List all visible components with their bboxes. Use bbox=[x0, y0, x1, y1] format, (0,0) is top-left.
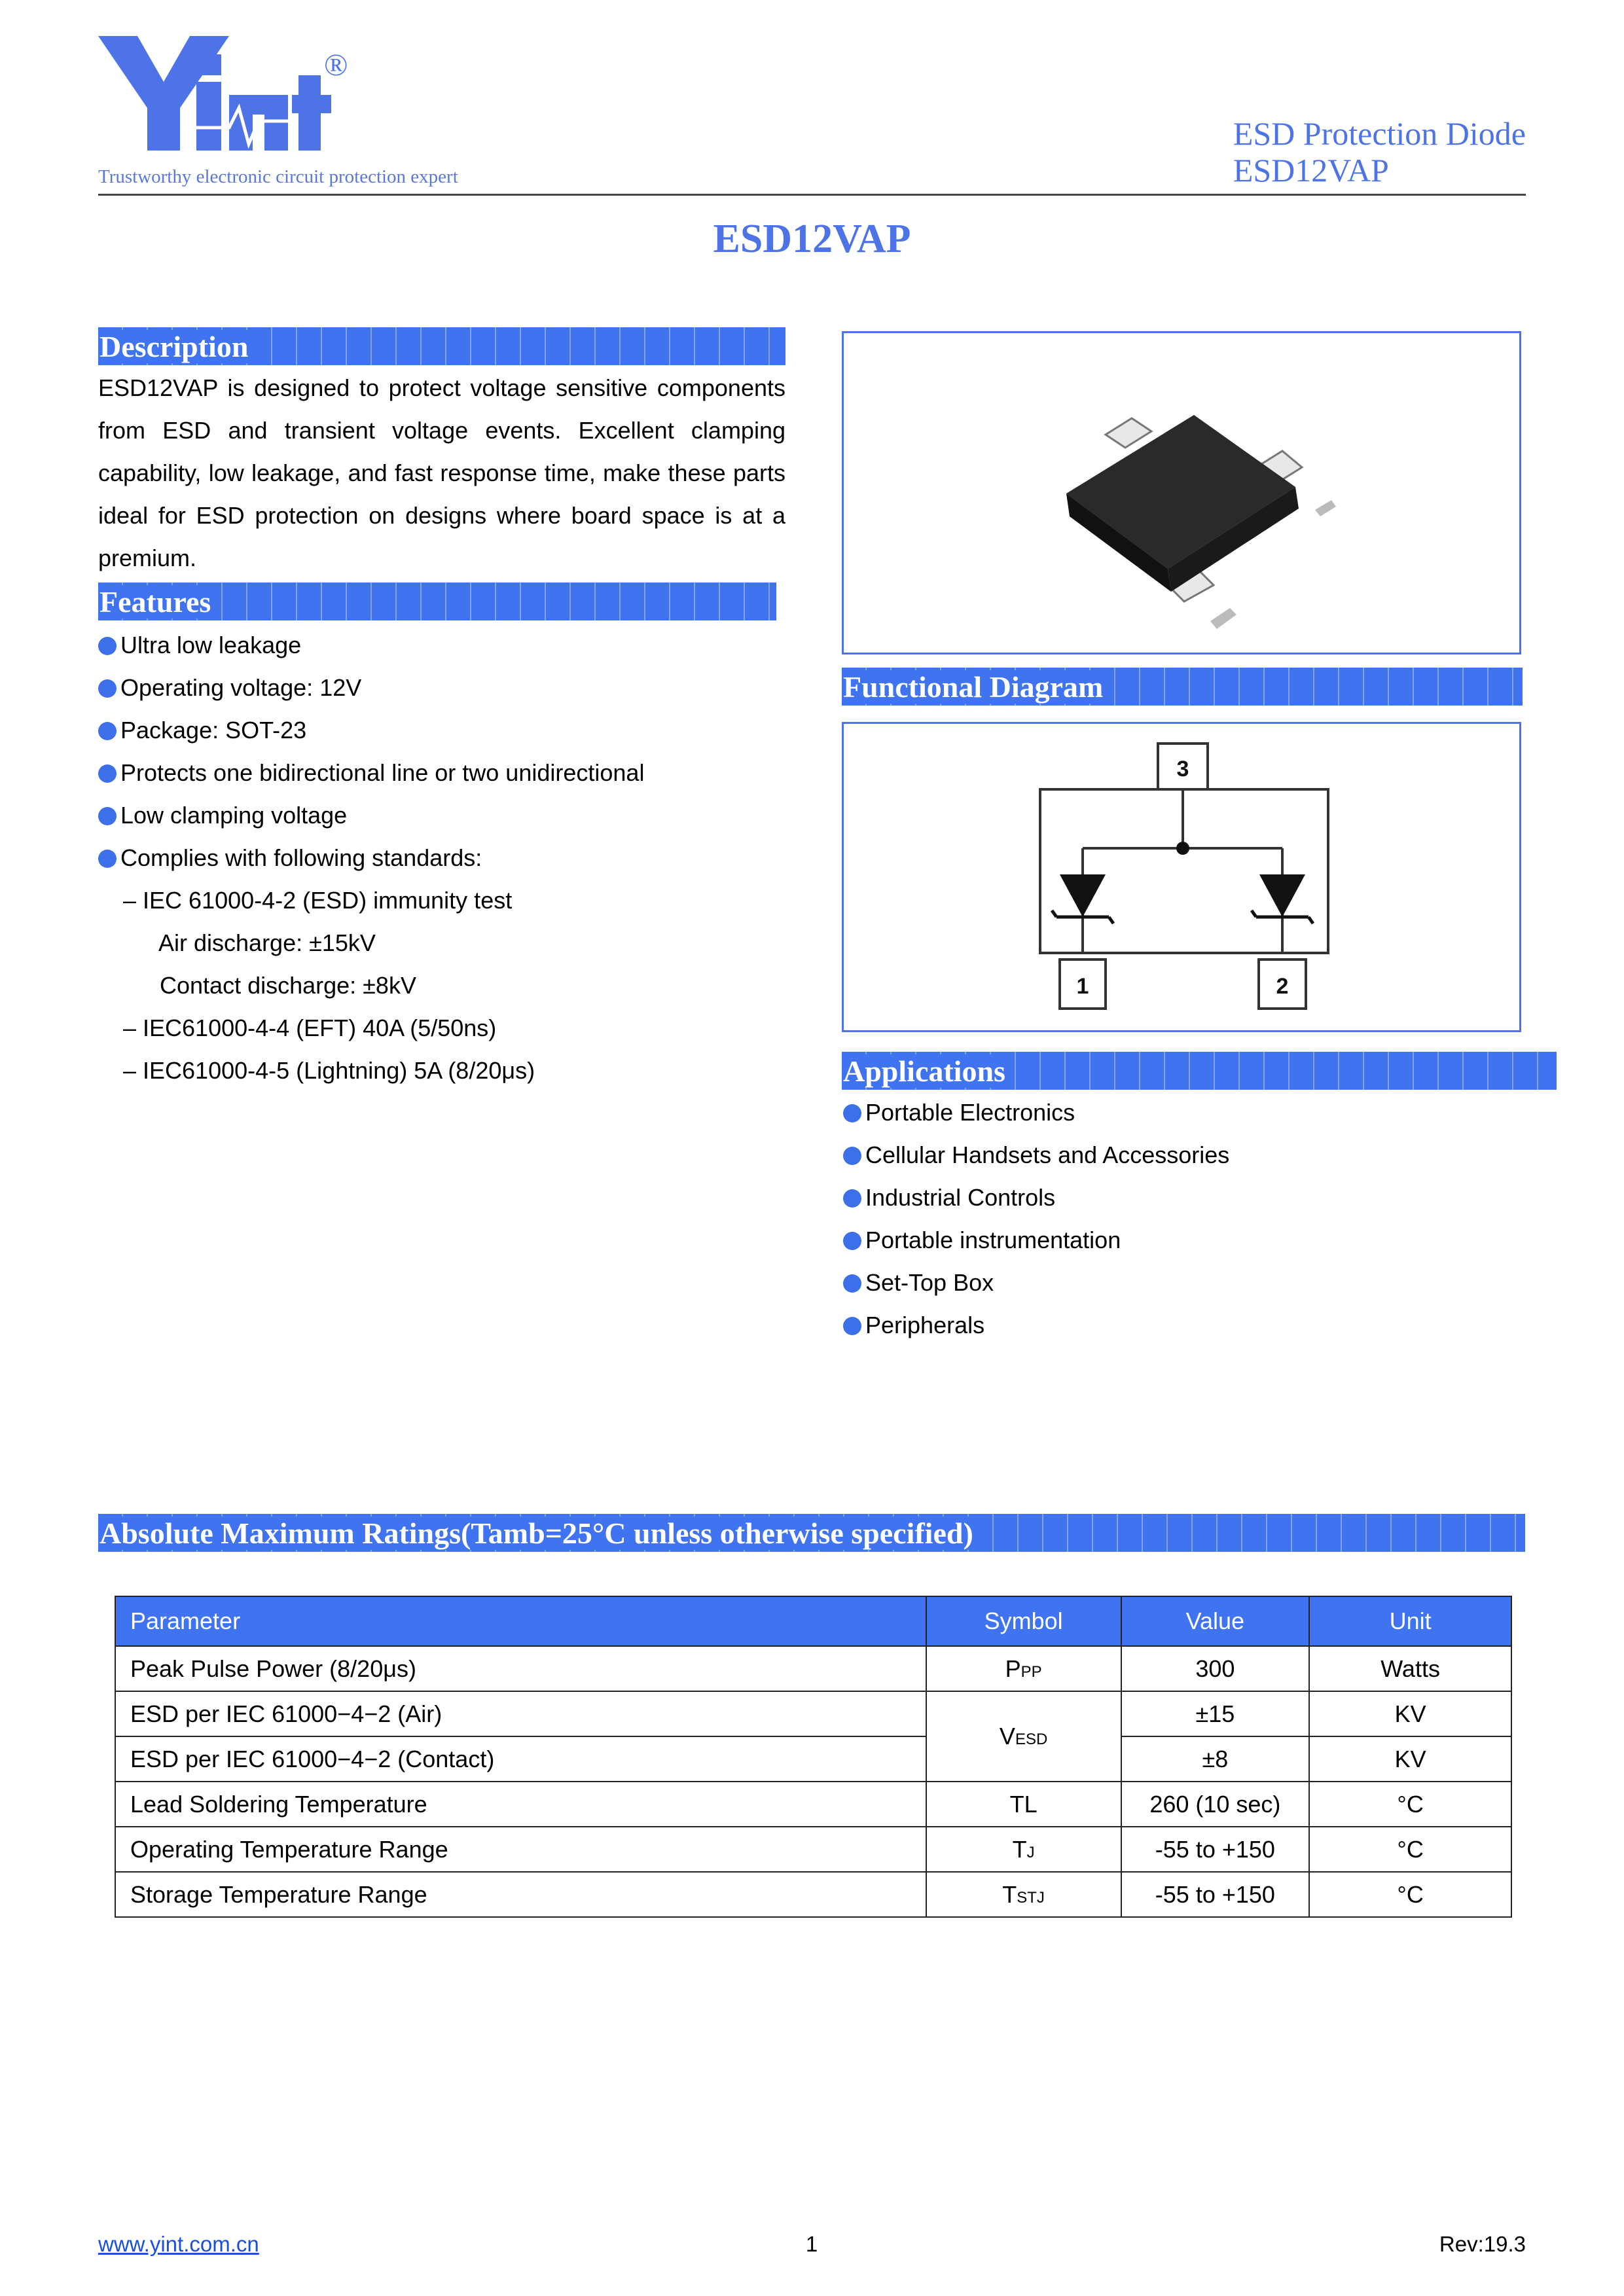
revision-label: Rev:19.3 bbox=[1439, 2232, 1526, 2256]
standard-item: Contact discharge: ±8kV bbox=[160, 972, 416, 999]
parameter-cell: ESD per IEC 61000−4−2 (Contact) bbox=[115, 1736, 926, 1782]
feature-item: Complies with following standards: bbox=[98, 836, 644, 879]
feature-item: Operating voltage: 12V bbox=[98, 666, 644, 709]
yint-logo bbox=[98, 36, 353, 154]
sot23-package-image bbox=[844, 333, 1519, 653]
value-cell: ±15 bbox=[1121, 1691, 1310, 1736]
unit-cell: °C bbox=[1309, 1827, 1511, 1872]
unit-cell: °C bbox=[1309, 1782, 1511, 1827]
description-text: ESD12VAP is designed to protect voltage sensitive components from ESD and transient voltage events. Excellent clamping capability, low leakage, and fast response time, make these parts ideal for ESD protection on designs where board space is at a premium. bbox=[98, 374, 785, 571]
feature-item: Ultra low leakage bbox=[98, 624, 644, 666]
applications-list bbox=[843, 1091, 1229, 1346]
table-row bbox=[115, 1646, 1511, 1691]
value-cell: -55 to +150 bbox=[1121, 1872, 1310, 1917]
column-header-parameter: Parameter bbox=[115, 1596, 926, 1646]
website-link[interactable]: www.yint.com.cn bbox=[98, 2232, 259, 2256]
feature-item: Low clamping voltage bbox=[98, 794, 644, 836]
bullet-dot-icon bbox=[843, 1317, 861, 1335]
bullet-dot-icon bbox=[843, 1189, 861, 1208]
bullet-dot-icon bbox=[843, 1147, 861, 1165]
applications-heading: Applications bbox=[842, 1052, 1557, 1090]
application-item: Cellular Handsets and Accessories bbox=[843, 1134, 1229, 1176]
header-product-info bbox=[1233, 115, 1526, 188]
table-row bbox=[115, 1827, 1511, 1872]
svg-text:®: ® bbox=[324, 48, 348, 82]
header-part-number: ESD12VAP bbox=[1233, 152, 1389, 188]
table-row bbox=[115, 1872, 1511, 1917]
ratings-heading: Absolute Maximum Ratings(Tamb=25°C unless otherwise specified) bbox=[98, 1514, 1525, 1552]
standard-item: Air discharge: ±15kV bbox=[158, 929, 376, 956]
functional-diagram-heading: Functional Diagram bbox=[842, 668, 1523, 706]
symbol-cell: TSTJ bbox=[926, 1872, 1121, 1917]
symbol-cell: VESD bbox=[926, 1691, 1121, 1782]
tagline: Trustworthy electronic circuit protection expert bbox=[98, 166, 458, 187]
application-item: Portable instrumentation bbox=[843, 1219, 1229, 1261]
standard-item: – IEC61000-4-5 (Lightning) 5A (8/20μs) bbox=[123, 1057, 535, 1084]
bullet-dot-icon bbox=[98, 850, 117, 868]
description-heading: Description bbox=[98, 327, 785, 365]
application-item: Peripherals bbox=[843, 1304, 1229, 1346]
standard-item: – IEC61000-4-4 (EFT) 40A (5/50ns) bbox=[123, 1014, 497, 1041]
unit-cell: °C bbox=[1309, 1872, 1511, 1917]
value-cell: 260 (10 sec) bbox=[1121, 1782, 1310, 1827]
feature-item: Package: SOT-23 bbox=[98, 709, 644, 751]
table-row bbox=[115, 1782, 1511, 1827]
features-list bbox=[98, 624, 644, 1092]
bullet-dot-icon bbox=[98, 807, 117, 825]
functional-diagram-frame bbox=[842, 722, 1521, 1032]
header-divider bbox=[98, 194, 1526, 196]
bullet-dot-icon bbox=[98, 722, 117, 740]
symbol-cell: TL bbox=[926, 1782, 1121, 1827]
page-number: 1 bbox=[805, 2232, 818, 2256]
feature-item: Protects one bidirectional line or two unidirectional bbox=[98, 751, 644, 794]
value-cell: ±8 bbox=[1121, 1736, 1310, 1782]
bullet-dot-icon bbox=[98, 764, 117, 783]
pin-1-label: 1 bbox=[1076, 974, 1089, 999]
table-header-row bbox=[115, 1596, 1511, 1646]
column-header-symbol: Symbol bbox=[926, 1596, 1121, 1646]
functional-diagram bbox=[844, 724, 1519, 1030]
bullet-dot-icon bbox=[843, 1232, 861, 1250]
unit-cell: KV bbox=[1309, 1691, 1511, 1736]
parameter-cell: Operating Temperature Range bbox=[115, 1827, 926, 1872]
unit-cell: Watts bbox=[1309, 1646, 1511, 1691]
ratings-table bbox=[115, 1596, 1512, 1918]
parameter-cell: Lead Soldering Temperature bbox=[115, 1782, 926, 1827]
pin-3-label: 3 bbox=[1176, 757, 1189, 781]
bullet-dot-icon bbox=[98, 637, 117, 655]
value-cell: 300 bbox=[1121, 1646, 1310, 1691]
bullet-dot-icon bbox=[98, 679, 117, 698]
symbol-cell: PPP bbox=[926, 1646, 1121, 1691]
application-item: Portable Electronics bbox=[843, 1091, 1229, 1134]
bullet-dot-icon bbox=[843, 1104, 861, 1122]
value-cell: -55 to +150 bbox=[1121, 1827, 1310, 1872]
application-item: Industrial Controls bbox=[843, 1176, 1229, 1219]
standard-item: – IEC 61000-4-2 (ESD) immunity test bbox=[123, 887, 513, 914]
table-row bbox=[115, 1691, 1511, 1736]
package-image-frame bbox=[842, 331, 1521, 655]
bullet-dot-icon bbox=[843, 1274, 861, 1293]
table-row bbox=[115, 1736, 1511, 1782]
parameter-cell: Storage Temperature Range bbox=[115, 1872, 926, 1917]
application-item: Set-Top Box bbox=[843, 1261, 1229, 1304]
features-heading: Features bbox=[98, 583, 776, 620]
unit-cell: KV bbox=[1309, 1736, 1511, 1782]
column-header-value: Value bbox=[1121, 1596, 1310, 1646]
document-title: ESD12VAP bbox=[713, 217, 911, 261]
symbol-cell: TJ bbox=[926, 1827, 1121, 1872]
column-header-unit: Unit bbox=[1309, 1596, 1511, 1646]
parameter-cell: Peak Pulse Power (8/20μs) bbox=[115, 1646, 926, 1691]
parameter-cell: ESD per IEC 61000−4−2 (Air) bbox=[115, 1691, 926, 1736]
pin-2-label: 2 bbox=[1276, 974, 1289, 999]
header-product-type: ESD Protection Diode bbox=[1233, 115, 1526, 152]
